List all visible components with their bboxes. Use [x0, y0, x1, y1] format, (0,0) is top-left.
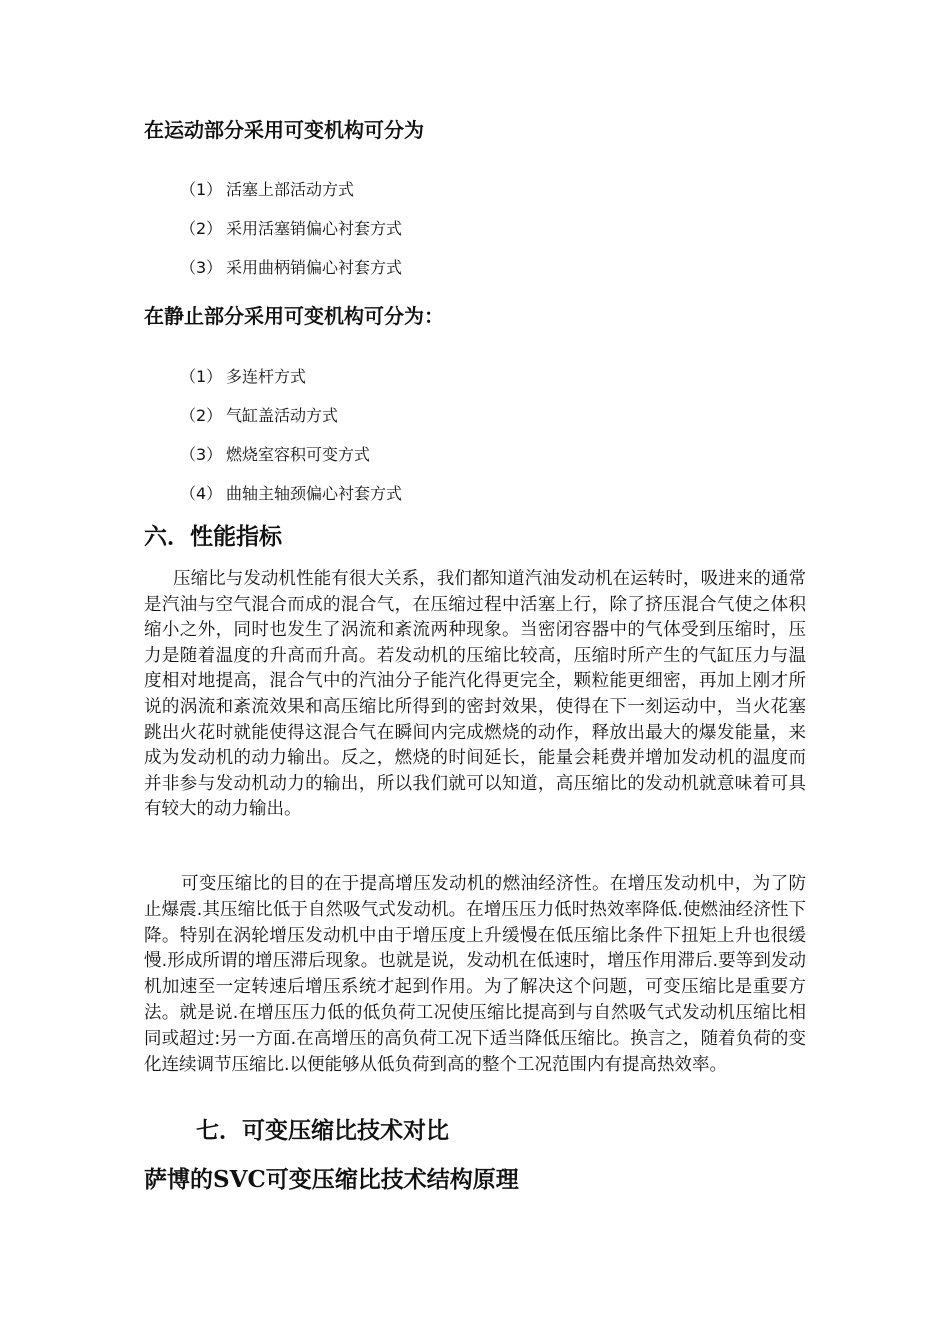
- section-title-comparison: 七．可变压缩比技术对比: [196, 1118, 449, 1144]
- list-text: 采用活塞销偏心衬套方式: [226, 219, 403, 238]
- list-item: [180, 178, 354, 202]
- heading-moving-parts: 在运动部分采用可变机构可分为: [144, 118, 424, 142]
- list-text: 气缸盖活动方式: [226, 406, 339, 425]
- list-item: [180, 365, 306, 389]
- heading-static-parts: 在静止部分采用可变机构可分为：: [144, 304, 444, 328]
- list-number: （2）: [180, 406, 223, 425]
- list-number: （4）: [180, 484, 223, 503]
- list-text: 采用曲柄销偏心衬套方式: [226, 258, 403, 277]
- paragraph-variable-compression: 可变压缩比的目的在于提高增压发动机的燃油经济性。在增压发动机中，为了防止爆震.其压缩比低于自然吸气式发动机。在增压压力低时热效率降低.使燃油经济性下降。特别在涡轮增压发动机中由于增压度上升缓慢在低压缩比条件下扭矩上升也很缓慢.形成所谓的增压滞后现象。也就是说，发动机在低速时，增压作用滞后.要等到发动机加速至一定转速后增压系统才起到作用。为了解决这个问题，可变压缩比是重要方法。就是说.在增压压力低的低负荷工况使压缩比提高到与自然吸气式发动机压缩比相同或超过:另一方面.在高增压的高负荷工况下适当降低压缩比。换言之，随着负荷的变化连续调节压缩比.以便能够从低负荷到高的整个工况范围内有提高热效率。: [144, 874, 806, 1075]
- list-number: （2）: [180, 219, 223, 238]
- list-item: [180, 404, 338, 428]
- list-item: [180, 443, 370, 467]
- list-text: 燃烧室容积可变方式: [226, 445, 371, 464]
- list-item: [180, 482, 402, 506]
- list-text: 曲轴主轴颈偏心衬套方式: [226, 484, 403, 503]
- list-number: （1）: [180, 367, 223, 386]
- list-number: （3）: [180, 445, 223, 464]
- list-number: （1）: [180, 180, 223, 199]
- subsection-title-saab-svc: 萨博的SVC可变压缩比技术结构原理: [144, 1166, 519, 1193]
- section-title-performance: 六．性能指标: [144, 524, 282, 550]
- list-text: 活塞上部活动方式: [226, 180, 355, 199]
- list-number: （3）: [180, 258, 223, 277]
- list-text: 多连杆方式: [226, 367, 307, 386]
- list-item: [180, 217, 402, 241]
- list-item: [180, 256, 402, 280]
- paragraph-performance: 压缩比与发动机性能有很大关系，我们都知道汽油发动机在运转时，吸进来的通常是汽油与空气混合而成的混合气，在压缩过程中活塞上行，除了挤压混合气使之体积缩小之外，同时也发生了涡流和紊流两种现象。当密闭容器中的气体受到压缩时，压力是随着温度的升高而升高。若发动机的压缩比较高，压缩时所产生的气缸压力与温度相对地提高，混合气中的汽油分子能汽化得更完全，颗粒能更细密，再加上刚才所说的涡流和紊流效果和高压缩比所得到的密封效果，使得在下一刻运动中，当火花塞跳出火花时就能使得这混合气在瞬间内完成燃烧的动作，释放出最大的爆发能量，来成为发动机的动力输出。反之，燃烧的时间延长，能量会耗费并增加发动机的温度而并非参与发动机动力的输出，所以我们就可以知道，高压缩比的发动机就意味着可具有较大的动力输出。: [144, 569, 806, 820]
